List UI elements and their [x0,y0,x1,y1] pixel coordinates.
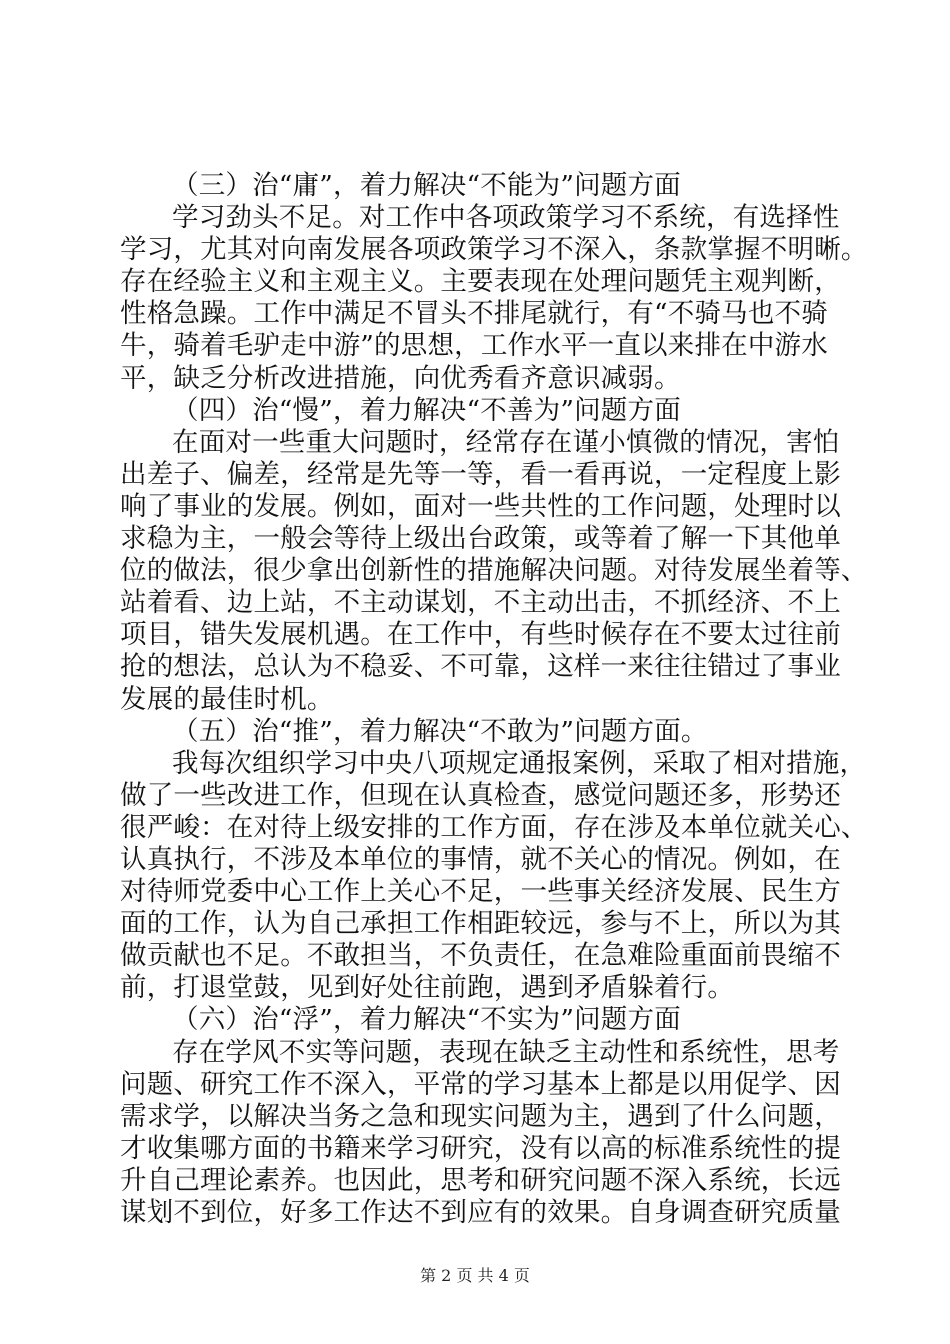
paragraph-line: 学习，尤其对向南发展各项政策学习不深入，条款掌握不明晰。 [120,234,868,266]
paragraph-line: 抢的想法，总认为不稳妥、不可靠，这样一来往往错过了事业 [120,651,841,683]
paragraph-line: 项目，错失发展机遇。在工作中，有些时候存在不要太过往前 [120,619,841,651]
paragraph-line: 做贡献也不足。不敢担当，不负责任，在急难险重面前畏缩不 [120,940,841,972]
paragraph-line: 站着看、边上站，不主动谋划，不主动出击，不抓经济、不上 [120,587,841,619]
section-heading-four: （四）治“慢”，着力解决“不善为”问题方面 [172,394,681,426]
paragraph-line: 性格急躁。工作中满足不冒头不排尾就行，有“不骑马也不骑 [120,298,828,330]
paragraph-line: 升自己理论素养。也因此，思考和研究问题不深入系统，长远 [120,1164,841,1196]
paragraph-line: 学习劲头不足。对工作中各项政策学习不系统，有选择性 [172,202,840,234]
paragraph-line: 问题、研究工作不深入，平常的学习基本上都是以用促学、因 [120,1068,841,1100]
paragraph-line: 很严峻：在对待上级安排的工作方面，存在涉及本单位就关心、 [120,811,868,843]
paragraph-line: 出差子、偏差，经常是先等一等，看一看再说，一定程度上影 [120,458,841,490]
paragraph-line: 谋划不到位，好多工作达不到应有的效果。自身调查研究质量 [120,1197,841,1228]
paragraph-line: 认真执行，不涉及本单位的事情，就不关心的情况。例如，在 [120,843,841,875]
paragraph-line: 位的做法，很少拿出创新性的措施解决问题。对待发展坐着等、 [120,555,868,587]
paragraph-line: 面的工作，认为自己承担工作相距较远，参与不上，所以为其 [120,908,841,940]
paragraph-line: 存在经验主义和主观主义。主要表现在处理问题凭主观判断， [120,266,841,298]
paragraph-line: 响了事业的发展。例如，面对一些共性的工作问题，处理时以 [120,490,841,522]
paragraph-line: 我每次组织学习中央八项规定通报案例，采取了相对措施， [172,747,867,779]
paragraph-line: 平，缺乏分析改进措施，向优秀看齐意识减弱。 [120,362,681,394]
paragraph-line: 发展的最佳时机。 [120,683,334,715]
paragraph-line: 对待师党委中心工作上关心不足，一些事关经济发展、民生方 [120,876,841,908]
paragraph-line: 存在学风不实等问题，表现在缺乏主动性和系统性，思考 [172,1036,840,1068]
paragraph-line: 在面对一些重大问题时，经常存在谨小慎微的情况，害怕 [172,426,840,458]
paragraph-line: 需求学，以解决当务之急和现实问题为主，遇到了什么问题， [120,1100,841,1132]
page-number-footer: 第 2 页 共 4 页 [420,1266,530,1285]
paragraph-line: 做了一些改进工作，但现在认真检查，感觉问题还多，形势还 [120,779,841,811]
paragraph-line: 求稳为主，一般会等待上级出台政策，或等着了解一下其他单 [120,523,841,555]
paragraph-line: 前，打退堂鼓，见到好处往前跑，遇到矛盾躲着行。 [120,972,735,1004]
section-heading-three: （三）治“庸”，着力解决“不能为”问题方面 [172,170,681,201]
section-heading-five: （五）治“推”，着力解决“不敢为”问题方面。 [172,715,708,747]
paragraph-line: 才收集哪方面的书籍来学习研究，没有以高的标准系统性的提 [120,1132,841,1164]
document-body [120,170,868,1229]
section-heading-six: （六）治“浮”，着力解决“不实为”问题方面 [172,1004,681,1036]
paragraph-line: 牛，骑着毛驴走中游”的思想，工作水平一直以来排在中游水 [120,330,828,362]
